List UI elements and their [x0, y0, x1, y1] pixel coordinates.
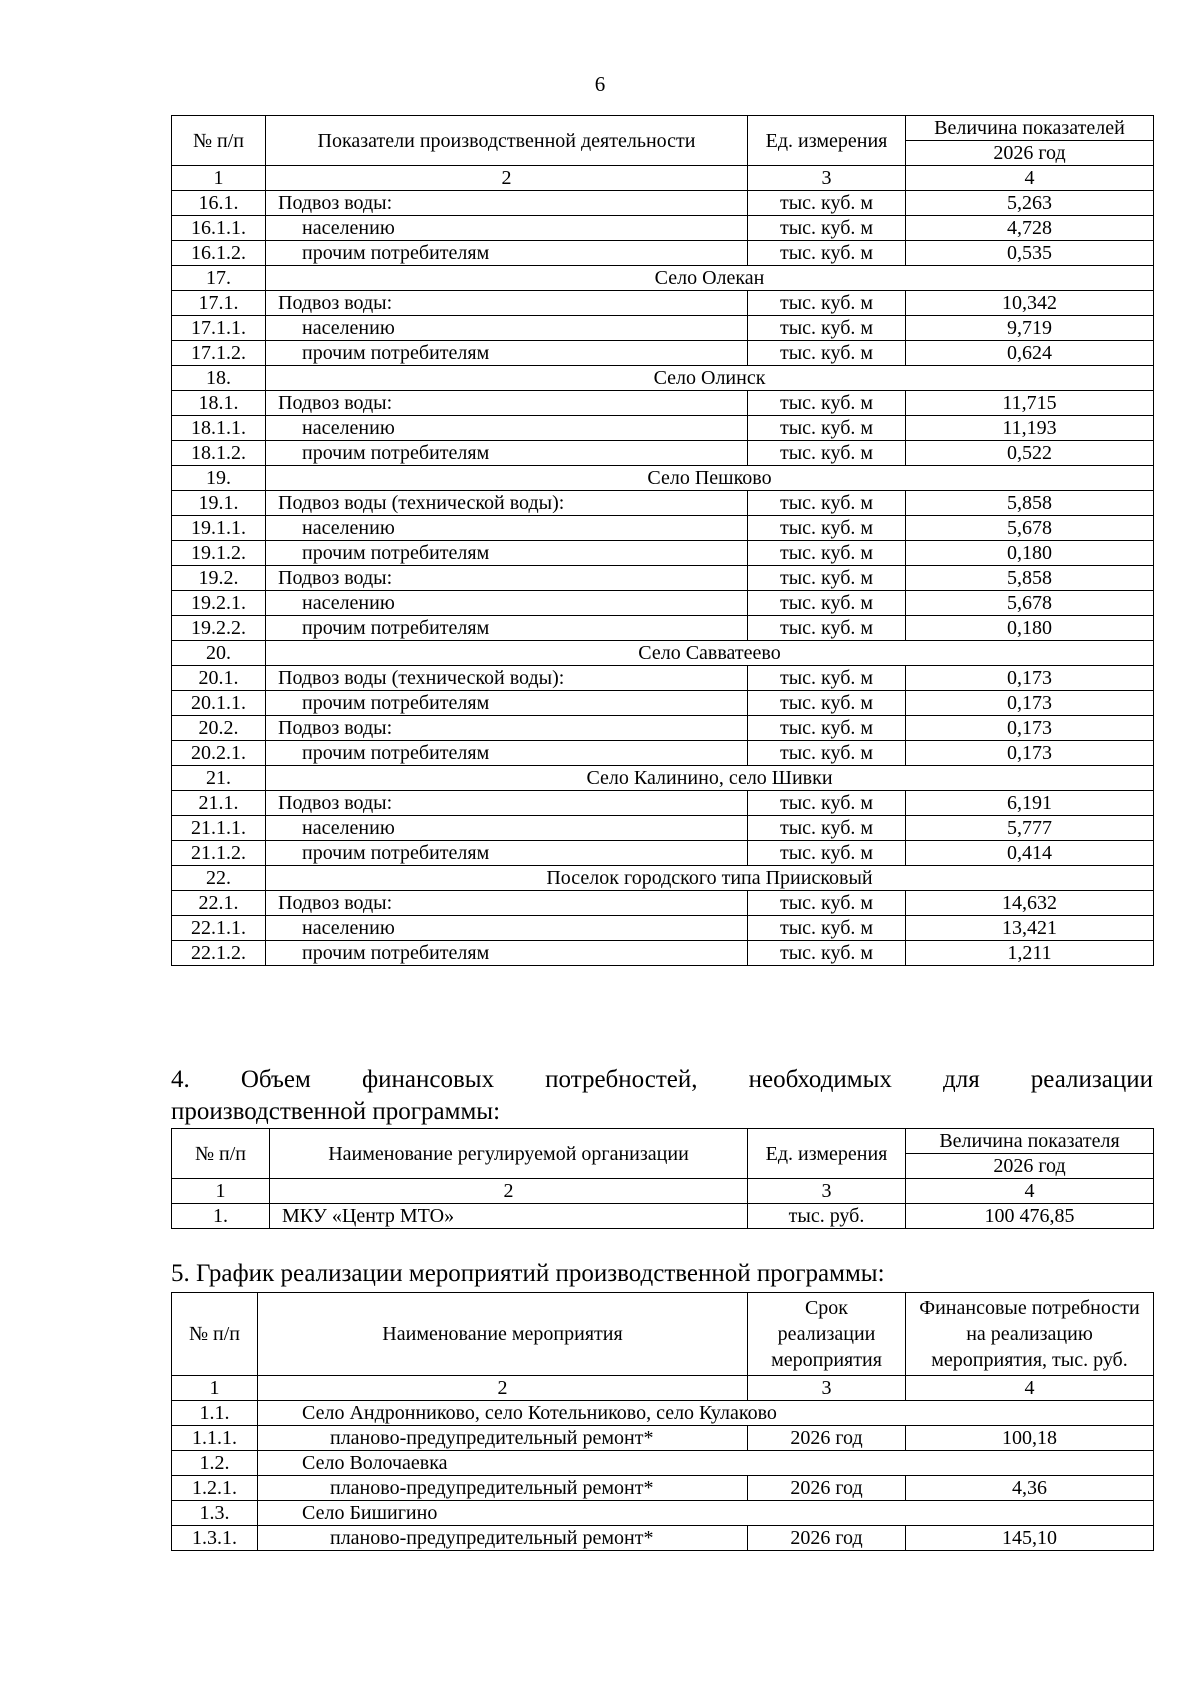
row-indicator: прочим потребителям — [266, 841, 748, 866]
section-row — [172, 1451, 1154, 1476]
section-row — [172, 466, 1154, 491]
row-num: 19.2.2. — [172, 616, 266, 641]
row-num: 1. — [172, 1204, 270, 1229]
row-unit: тыс. куб. м — [748, 616, 906, 641]
row-num: 16.1.1. — [172, 216, 266, 241]
column-number: 4 — [906, 1376, 1154, 1401]
row-num: 16.1.2. — [172, 241, 266, 266]
row-unit: тыс. куб. м — [748, 816, 906, 841]
row-num: 19.1. — [172, 491, 266, 516]
header-org: Наименование регулируемой организации — [270, 1129, 748, 1179]
section-row — [172, 1501, 1154, 1526]
row-num: 22. — [172, 866, 266, 891]
row-indicator: населению — [266, 916, 748, 941]
page-number: 6 — [594, 72, 606, 96]
section-title: Село Волочаевка — [258, 1451, 1154, 1476]
table-row — [172, 691, 1154, 716]
section-row — [172, 641, 1154, 666]
row-activity: планово-предупредительный ремонт* — [258, 1526, 748, 1551]
section-title: Село Олекан — [266, 266, 1154, 291]
row-num: 1.2.1. — [172, 1476, 258, 1501]
header-year: 2026 год — [906, 1154, 1154, 1179]
section-title: Село Бишигино — [258, 1501, 1154, 1526]
financial-needs-table — [171, 1128, 1154, 1229]
row-indicator: Подвоз воды (технической воды): — [266, 491, 748, 516]
header-num: № п/п — [172, 116, 266, 166]
table-row — [172, 516, 1154, 541]
row-value: 100,18 — [906, 1426, 1154, 1451]
row-value: 0,173 — [906, 716, 1154, 741]
row-num: 18. — [172, 366, 266, 391]
table-row — [172, 216, 1154, 241]
column-number: 3 — [748, 166, 906, 191]
row-num: 20.1.1. — [172, 691, 266, 716]
column-number: 1 — [172, 166, 266, 191]
header-unit: Ед. измерения — [748, 116, 906, 166]
row-term: 2026 год — [748, 1476, 906, 1501]
row-value: 11,715 — [906, 391, 1154, 416]
section-4-heading-line2: производственной программы: — [171, 1098, 501, 1125]
row-unit: тыс. руб. — [748, 1204, 906, 1229]
row-unit: тыс. куб. м — [748, 241, 906, 266]
row-term: 2026 год — [748, 1526, 906, 1551]
row-num: 19.2. — [172, 566, 266, 591]
section-row — [172, 766, 1154, 791]
table-row — [172, 1204, 1154, 1229]
row-unit: тыс. куб. м — [748, 666, 906, 691]
row-value: 5,858 — [906, 491, 1154, 516]
row-value: 13,421 — [906, 916, 1154, 941]
section-title: Поселок городского типа Приисковый — [266, 866, 1154, 891]
row-num: 17.1.1. — [172, 316, 266, 341]
row-indicator: Подвоз воды: — [266, 291, 748, 316]
table-row — [172, 341, 1154, 366]
table-row — [172, 616, 1154, 641]
row-value: 0,173 — [906, 691, 1154, 716]
column-number: 2 — [266, 166, 748, 191]
table-row — [172, 666, 1154, 691]
header-num: № п/п — [172, 1293, 258, 1376]
row-num: 18.1.1. — [172, 416, 266, 441]
row-num: 21. — [172, 766, 266, 791]
row-activity: планово-предупредительный ремонт* — [258, 1476, 748, 1501]
row-num: 1.3.1. — [172, 1526, 258, 1551]
row-unit: тыс. куб. м — [748, 316, 906, 341]
row-indicator: прочим потребителям — [266, 941, 748, 966]
column-numbers-row — [172, 166, 1154, 191]
row-indicator: населению — [266, 216, 748, 241]
row-value: 5,858 — [906, 566, 1154, 591]
header-year: 2026 год — [906, 141, 1154, 166]
row-indicator: населению — [266, 416, 748, 441]
row-value: 10,342 — [906, 291, 1154, 316]
row-indicator: Подвоз воды: — [266, 716, 748, 741]
row-indicator: прочим потребителям — [266, 441, 748, 466]
table-row — [172, 716, 1154, 741]
table-row — [172, 591, 1154, 616]
row-num: 1.3. — [172, 1501, 258, 1526]
table-row — [172, 441, 1154, 466]
row-num: 17.1. — [172, 291, 266, 316]
row-unit: тыс. куб. м — [748, 491, 906, 516]
row-value: 5,678 — [906, 591, 1154, 616]
row-indicator: населению — [266, 591, 748, 616]
section-title: Село Олинск — [266, 366, 1154, 391]
table-row — [172, 1426, 1154, 1451]
row-num: 19.1.1. — [172, 516, 266, 541]
column-number: 2 — [270, 1179, 748, 1204]
section-row — [172, 1401, 1154, 1426]
row-value: 0,180 — [906, 541, 1154, 566]
row-term: 2026 год — [748, 1426, 906, 1451]
table-row — [172, 916, 1154, 941]
row-value: 0,522 — [906, 441, 1154, 466]
header-value: Величина показателей — [906, 116, 1154, 141]
table-row — [172, 566, 1154, 591]
row-num: 18.1. — [172, 391, 266, 416]
section-5-heading: 5. График реализации мероприятий производственной программы: — [171, 1260, 885, 1287]
section-row — [172, 266, 1154, 291]
row-value: 11,193 — [906, 416, 1154, 441]
row-value: 100 476,85 — [906, 1204, 1154, 1229]
table-row — [172, 791, 1154, 816]
table-row — [172, 316, 1154, 341]
table-row — [172, 1526, 1154, 1551]
row-indicator: прочим потребителям — [266, 341, 748, 366]
row-num: 21.1.2. — [172, 841, 266, 866]
row-value: 6,191 — [906, 791, 1154, 816]
section-title: Село Пешково — [266, 466, 1154, 491]
row-indicator: населению — [266, 516, 748, 541]
section-row — [172, 366, 1154, 391]
header-term: Срок реализации мероприятия — [748, 1293, 906, 1376]
row-value: 0,173 — [906, 741, 1154, 766]
row-unit: тыс. куб. м — [748, 891, 906, 916]
row-unit: тыс. куб. м — [748, 791, 906, 816]
row-num: 16.1. — [172, 191, 266, 216]
row-indicator: прочим потребителям — [266, 616, 748, 641]
row-indicator: Подвоз воды: — [266, 391, 748, 416]
table-row — [172, 941, 1154, 966]
row-unit: тыс. куб. м — [748, 841, 906, 866]
section-title: Село Калинино, село Шивки — [266, 766, 1154, 791]
row-indicator: населению — [266, 316, 748, 341]
table-row — [172, 541, 1154, 566]
row-num: 20.1. — [172, 666, 266, 691]
row-num: 19.2.1. — [172, 591, 266, 616]
column-number: 1 — [172, 1376, 258, 1401]
row-unit: тыс. куб. м — [748, 341, 906, 366]
header-num: № п/п — [172, 1129, 270, 1179]
row-activity: планово-предупредительный ремонт* — [258, 1426, 748, 1451]
row-unit: тыс. куб. м — [748, 216, 906, 241]
row-indicator: Подвоз воды (технической воды): — [266, 666, 748, 691]
row-unit: тыс. куб. м — [748, 691, 906, 716]
table-row — [172, 291, 1154, 316]
row-indicator: прочим потребителям — [266, 741, 748, 766]
row-org: МКУ «Центр МТО» — [270, 1204, 748, 1229]
section-title: Село Савватеево — [266, 641, 1154, 666]
row-value: 0,173 — [906, 666, 1154, 691]
row-value: 5,777 — [906, 816, 1154, 841]
row-value: 1,211 — [906, 941, 1154, 966]
row-unit: тыс. куб. м — [748, 291, 906, 316]
table-row — [172, 1476, 1154, 1501]
row-indicator: прочим потребителям — [266, 541, 748, 566]
table-row — [172, 816, 1154, 841]
row-num: 22.1.2. — [172, 941, 266, 966]
column-numbers-row — [172, 1376, 1154, 1401]
column-number: 4 — [906, 166, 1154, 191]
row-unit: тыс. куб. м — [748, 741, 906, 766]
row-value: 5,263 — [906, 191, 1154, 216]
row-unit: тыс. куб. м — [748, 941, 906, 966]
schedule-table — [171, 1292, 1154, 1551]
section-title: Село Андронниково, село Котельниково, село Кулаково — [258, 1401, 1154, 1426]
row-num: 22.1. — [172, 891, 266, 916]
row-unit: тыс. куб. м — [748, 916, 906, 941]
table-row — [172, 741, 1154, 766]
table-row — [172, 841, 1154, 866]
row-unit: тыс. куб. м — [748, 416, 906, 441]
row-value: 4,728 — [906, 216, 1154, 241]
row-num: 1.2. — [172, 1451, 258, 1476]
header-value: Величина показателя — [906, 1129, 1154, 1154]
row-unit: тыс. куб. м — [748, 716, 906, 741]
row-value: 0,414 — [906, 841, 1154, 866]
row-unit: тыс. куб. м — [748, 191, 906, 216]
table-row — [172, 491, 1154, 516]
row-unit: тыс. куб. м — [748, 541, 906, 566]
row-num: 17.1.2. — [172, 341, 266, 366]
column-number: 2 — [258, 1376, 748, 1401]
header-indicator: Показатели производственной деятельности — [266, 116, 748, 166]
header-unit: Ед. измерения — [748, 1129, 906, 1179]
row-num: 1.1. — [172, 1401, 258, 1426]
header-finance: Финансовые потребности на реализацию мероприятия, тыс. руб. — [906, 1293, 1154, 1376]
section-row — [172, 866, 1154, 891]
table-row — [172, 416, 1154, 441]
row-unit: тыс. куб. м — [748, 391, 906, 416]
section-4-heading-line1: 4. Объем финансовых потребностей, необходимых для реализации — [171, 1066, 1153, 1093]
row-unit: тыс. куб. м — [748, 516, 906, 541]
header-name: Наименование мероприятия — [258, 1293, 748, 1376]
row-num: 19. — [172, 466, 266, 491]
column-number: 4 — [906, 1179, 1154, 1204]
row-num: 22.1.1. — [172, 916, 266, 941]
production-indicators-table — [171, 115, 1154, 966]
row-indicator: населению — [266, 816, 748, 841]
row-num: 20. — [172, 641, 266, 666]
row-value: 14,632 — [906, 891, 1154, 916]
row-value: 9,719 — [906, 316, 1154, 341]
column-numbers-row — [172, 1179, 1154, 1204]
table-row — [172, 191, 1154, 216]
row-value: 4,36 — [906, 1476, 1154, 1501]
row-unit: тыс. куб. м — [748, 591, 906, 616]
row-indicator: прочим потребителям — [266, 241, 748, 266]
row-value: 145,10 — [906, 1526, 1154, 1551]
row-num: 20.2.1. — [172, 741, 266, 766]
row-unit: тыс. куб. м — [748, 441, 906, 466]
row-unit: тыс. куб. м — [748, 566, 906, 591]
table-row — [172, 241, 1154, 266]
column-number: 3 — [748, 1179, 906, 1204]
table-row — [172, 391, 1154, 416]
row-indicator: Подвоз воды: — [266, 791, 748, 816]
column-number: 1 — [172, 1179, 270, 1204]
row-value: 0,535 — [906, 241, 1154, 266]
row-num: 18.1.2. — [172, 441, 266, 466]
row-num: 20.2. — [172, 716, 266, 741]
section-4-heading — [171, 1064, 1153, 1128]
table-row — [172, 891, 1154, 916]
row-num: 1.1.1. — [172, 1426, 258, 1451]
row-num: 21.1. — [172, 791, 266, 816]
row-num: 21.1.1. — [172, 816, 266, 841]
row-indicator: Подвоз воды: — [266, 191, 748, 216]
row-value: 0,624 — [906, 341, 1154, 366]
row-indicator: прочим потребителям — [266, 691, 748, 716]
row-indicator: Подвоз воды: — [266, 891, 748, 916]
row-num: 19.1.2. — [172, 541, 266, 566]
row-value: 0,180 — [906, 616, 1154, 641]
row-value: 5,678 — [906, 516, 1154, 541]
column-number: 3 — [748, 1376, 906, 1401]
row-num: 17. — [172, 266, 266, 291]
row-indicator: Подвоз воды: — [266, 566, 748, 591]
